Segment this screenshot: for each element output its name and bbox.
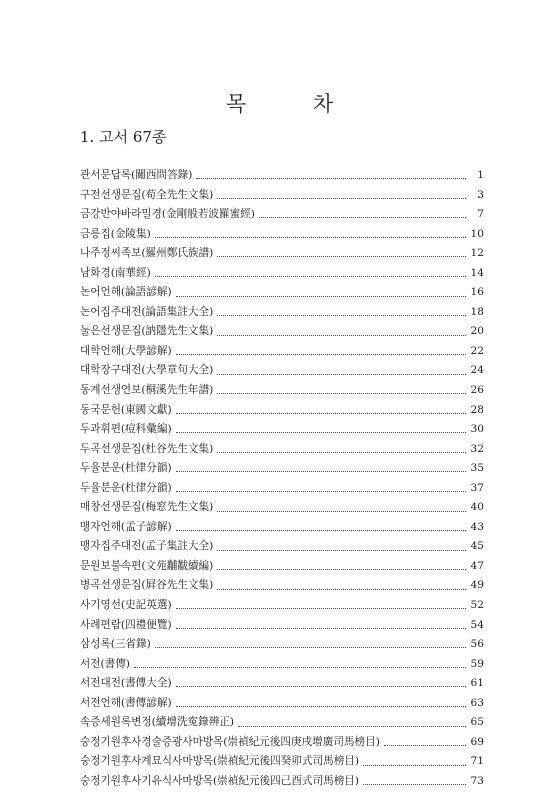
dot-leader <box>176 628 466 629</box>
toc-entry[interactable] <box>80 674 484 694</box>
toc-entry-page: 59 <box>470 657 484 670</box>
toc-entry[interactable] <box>80 635 484 655</box>
toc-entry[interactable] <box>80 440 484 460</box>
toc-entry[interactable] <box>80 459 484 479</box>
toc-entry-title: 숭정기원후사계묘식사마방목(崇禎紀元後四癸卯式司馬榜目) <box>80 755 360 768</box>
toc-entry[interactable] <box>80 322 484 342</box>
dot-leader <box>134 667 466 668</box>
toc-entry-title: 동국문헌(東國文獻) <box>80 403 172 416</box>
toc-entry-title: 관서문답록(關西問答錄) <box>80 169 193 181</box>
dot-leader <box>176 706 466 707</box>
toc-entry-title: 삼성록(三省錄) <box>80 638 151 651</box>
dot-leader <box>217 589 466 590</box>
toc-entry[interactable] <box>80 557 484 577</box>
toc-entry-title: 맹자언해(孟子諺解) <box>80 520 172 533</box>
toc-entry[interactable] <box>80 655 484 675</box>
toc-entry-page: 20 <box>470 325 484 338</box>
toc-entry-title: 나주정씨족보(羅州鄭氏族譜) <box>80 247 214 260</box>
toc-entry[interactable] <box>80 401 484 421</box>
toc-entry-title: 매창선생문집(梅窓先生文集) <box>80 501 214 514</box>
toc-entry-page: 40 <box>470 501 484 514</box>
dot-leader <box>217 256 466 257</box>
toc-entry-page: 12 <box>470 247 484 260</box>
toc-entry-page: 22 <box>470 344 484 357</box>
toc-entry-title: 구전선생문집(苟全先生文集) <box>80 188 214 201</box>
toc-entry-page: 24 <box>470 364 484 377</box>
dot-leader <box>217 452 466 453</box>
toc-entry-page: 49 <box>470 579 484 592</box>
toc-entry[interactable] <box>80 244 484 264</box>
toc-entry-page: 37 <box>470 481 484 494</box>
toc-entry-title: 금강반야바라밀경(金剛般若波羅蜜經) <box>80 208 255 221</box>
section-heading: 1. 고서 67종 <box>80 128 167 146</box>
toc-entry[interactable] <box>80 498 484 518</box>
toc-entry[interactable] <box>80 342 484 362</box>
toc-entry-page: 61 <box>470 677 484 690</box>
toc-entry-title: 대학언해(大學諺解) <box>80 344 172 357</box>
toc-entry[interactable] <box>80 381 484 401</box>
toc-entry[interactable] <box>80 576 484 596</box>
toc-entry-title: 문원보불속편(文苑黼黻續編) <box>80 559 214 572</box>
dot-leader <box>217 569 466 570</box>
toc-entry[interactable] <box>80 186 484 206</box>
toc-entry[interactable] <box>80 537 484 557</box>
dot-leader <box>217 374 466 375</box>
toc-entry-title: 눌은선생문집(訥隱先生文集) <box>80 325 214 338</box>
dot-leader <box>176 413 466 414</box>
toc-entry-page: 52 <box>470 599 484 612</box>
toc-entry-page: 16 <box>470 286 484 299</box>
dot-leader <box>259 217 466 218</box>
toc-entry[interactable] <box>80 733 484 753</box>
dot-leader <box>176 432 466 433</box>
dot-leader <box>217 393 466 394</box>
toc-entry-title: 대학장구대전(大學章句大全) <box>80 364 214 377</box>
toc-entry[interactable] <box>80 420 484 440</box>
toc-entry-title: 두곡선생문집(杜谷先生文集) <box>80 442 214 455</box>
dot-leader <box>217 198 466 199</box>
toc-entry[interactable] <box>80 518 484 538</box>
table-of-contents <box>80 166 484 792</box>
dot-leader <box>176 296 466 297</box>
toc-entry-title: 논어집주대전(論語集註大全) <box>80 305 214 318</box>
toc-entry-title: 사례편람(四禮便覽) <box>80 618 172 631</box>
toc-entry[interactable] <box>80 205 484 225</box>
dot-leader <box>217 335 466 336</box>
toc-entry-page: 14 <box>470 266 484 279</box>
dot-leader <box>217 550 466 551</box>
dot-leader <box>176 530 466 531</box>
toc-entry-title: 병곡선생문집(屛谷先生文集) <box>80 579 214 592</box>
toc-entry-page: 63 <box>470 696 484 709</box>
dot-leader <box>217 315 466 316</box>
toc-entry[interactable] <box>80 225 484 245</box>
toc-entry-title: 금릉집(金陵集) <box>80 227 151 240</box>
dot-leader <box>363 765 466 766</box>
toc-entry-title: 맹자집주대전(孟子集註大全) <box>80 540 214 553</box>
toc-entry-page: 43 <box>470 520 484 533</box>
toc-entry[interactable] <box>80 616 484 636</box>
toc-entry-page: 69 <box>470 735 484 748</box>
dot-leader <box>384 745 466 746</box>
toc-entry-page: 26 <box>470 384 484 397</box>
toc-entry[interactable] <box>80 303 484 323</box>
page-title: 목 차 <box>225 92 364 116</box>
toc-entry-page: 73 <box>470 774 484 787</box>
dot-leader <box>155 647 466 648</box>
dot-leader <box>176 491 466 492</box>
toc-entry-title: 두과휘편(痘科彙編) <box>80 423 172 436</box>
toc-entry-title: 속증세원록변정(續增洗寃錄辨正) <box>80 716 235 729</box>
toc-entry-page: 65 <box>470 716 484 729</box>
toc-entry-title: 서전대전(書傳大全) <box>80 677 172 690</box>
toc-entry-page: 10 <box>470 227 484 240</box>
toc-entry-title: 숭정기원후사경술증광사마방목(崇禎紀元後四庚戌增廣司馬榜目) <box>80 735 380 748</box>
toc-entry[interactable] <box>80 596 484 616</box>
toc-entry[interactable] <box>80 361 484 381</box>
toc-entry[interactable] <box>80 713 484 733</box>
toc-entry-page: 54 <box>470 618 484 631</box>
dot-leader <box>155 276 466 277</box>
toc-entry[interactable] <box>80 694 484 714</box>
toc-entry-title: 두율분운(杜律分韻) <box>80 481 172 494</box>
toc-entry-title: 서전언해(書傳諺解) <box>80 696 172 709</box>
dot-leader <box>176 686 466 687</box>
toc-entry-title: 동계선생연보(桐溪先生年譜) <box>80 384 214 397</box>
toc-entry-page: 47 <box>470 559 484 572</box>
toc-entry-title: 남화경(南華經) <box>80 266 151 279</box>
toc-entry-page: 56 <box>470 638 484 651</box>
toc-entry-title: 논어언해(論語諺解) <box>80 286 172 299</box>
toc-entry-title: 서전(書傳) <box>80 657 130 670</box>
toc-entry-page: 18 <box>470 305 484 318</box>
toc-entry[interactable] <box>80 752 484 772</box>
dot-leader <box>217 511 466 512</box>
dot-leader <box>238 726 466 727</box>
dot-leader <box>176 608 466 609</box>
dot-leader <box>176 471 466 472</box>
toc-entry-page: 1 <box>477 169 484 181</box>
toc-entry-page: 30 <box>470 423 484 436</box>
toc-entry[interactable] <box>80 479 484 499</box>
toc-entry-page: 3 <box>477 188 484 201</box>
toc-entry-page: 45 <box>470 540 484 553</box>
toc-entry-page: 28 <box>470 403 484 416</box>
dot-leader <box>363 784 466 785</box>
toc-entry[interactable] <box>80 283 484 303</box>
dot-leader <box>155 237 466 238</box>
toc-entry-page: 32 <box>470 442 484 455</box>
toc-entry[interactable] <box>80 772 484 792</box>
dot-leader <box>196 178 466 179</box>
toc-entry-title: 숭정기원후사기유식사마방목(崇禎紀元後四己酉式司馬榜目) <box>80 774 360 787</box>
toc-entry-title: 사기영선(史記英選) <box>80 599 172 612</box>
toc-entry-page: 7 <box>477 208 484 221</box>
toc-entry-page: 35 <box>470 462 484 475</box>
toc-entry-title: 두율분운(杜律分韻) <box>80 462 172 475</box>
toc-entry-page: 71 <box>470 755 484 768</box>
toc-entry[interactable] <box>80 166 484 186</box>
toc-entry[interactable] <box>80 264 484 284</box>
dot-leader <box>176 354 466 355</box>
